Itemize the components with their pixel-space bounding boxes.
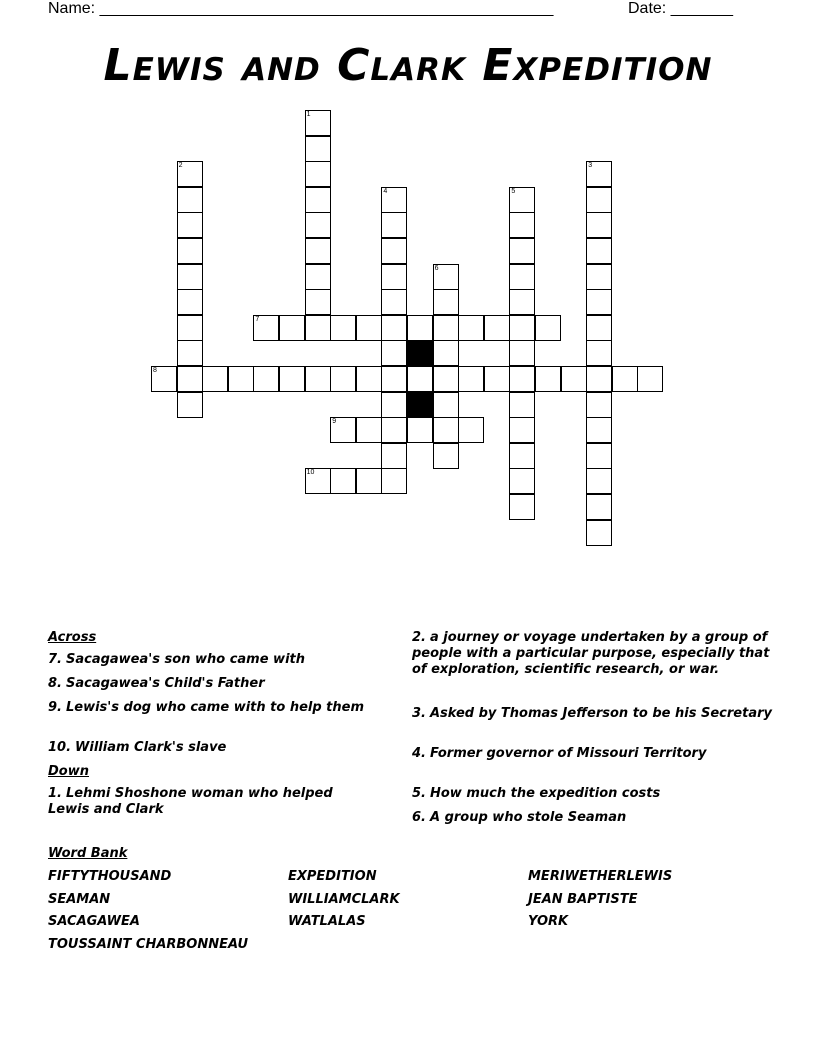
clue-text: Asked by Thomas Jefferson to be his Secretary — [429, 706, 772, 721]
name-field-label: Name: ___________________________________________________ — [48, 0, 554, 17]
crossword-cell[interactable] — [535, 315, 561, 341]
crossword-cell[interactable] — [177, 238, 203, 264]
black-square — [407, 392, 433, 418]
down-clue-5 — [412, 786, 772, 802]
crossword-cell[interactable] — [586, 443, 612, 469]
cell-number: 3 — [588, 162, 593, 170]
crossword-cell[interactable] — [484, 315, 510, 341]
cell-number: 1 — [306, 111, 311, 118]
crossword-cell[interactable] — [305, 161, 331, 187]
crossword-cell[interactable] — [586, 187, 612, 213]
down-clue-4 — [412, 746, 772, 762]
crossword-cell[interactable] — [433, 289, 459, 315]
crossword-cell[interactable] — [305, 264, 331, 290]
crossword-cell[interactable] — [381, 340, 407, 366]
across-clue-8 — [48, 676, 368, 692]
down-clue-6 — [412, 810, 772, 826]
crossword-cell[interactable] — [356, 417, 382, 443]
crossword-cell[interactable] — [509, 238, 535, 264]
crossword-cell[interactable] — [381, 315, 407, 341]
crossword-cell[interactable] — [586, 366, 612, 392]
crossword-cell[interactable] — [279, 315, 305, 341]
crossword-cell[interactable] — [407, 366, 433, 392]
crossword-cell[interactable] — [253, 366, 279, 392]
crossword-cell[interactable] — [177, 212, 203, 238]
crossword-cell[interactable] — [151, 366, 177, 392]
crossword-cell[interactable] — [305, 187, 331, 213]
crossword-cell[interactable] — [637, 366, 663, 392]
crossword-cell[interactable] — [177, 264, 203, 290]
clue-number: 5. — [412, 786, 426, 801]
cell-number: 5 — [511, 187, 516, 195]
cell-number: 9 — [332, 418, 337, 426]
crossword-cell[interactable] — [330, 417, 356, 443]
word-bank-item: SEAMAN — [48, 892, 111, 907]
clue-number: 4. — [412, 746, 426, 761]
across-clue-9 — [48, 700, 368, 716]
crossword-cell[interactable] — [586, 494, 612, 520]
crossword-cell[interactable] — [305, 212, 331, 238]
crossword-cell[interactable] — [509, 366, 535, 392]
crossword-cell[interactable] — [509, 392, 535, 418]
crossword-cell[interactable] — [586, 315, 612, 341]
crossword-cell[interactable] — [177, 340, 203, 366]
crossword-cell[interactable] — [381, 187, 407, 213]
crossword-cell[interactable] — [381, 443, 407, 469]
clue-text: A group who stole Seaman — [429, 810, 627, 825]
crossword-cell[interactable] — [177, 315, 203, 341]
word-bank-item: YORK — [528, 914, 569, 929]
crossword-cell[interactable] — [484, 366, 510, 392]
crossword-cell[interactable] — [458, 417, 484, 443]
clue-number: 7. — [48, 652, 62, 667]
crossword-cell[interactable] — [177, 392, 203, 418]
word-bank-item: WATLALAS — [288, 914, 366, 929]
crossword-cell[interactable] — [330, 366, 356, 392]
clue-number: 6. — [412, 810, 426, 825]
word-bank-item: JEAN BAPTISTE — [528, 892, 638, 907]
clue-text: Former governor of Missouri Territory — [429, 746, 707, 761]
clue-number: 9. — [48, 700, 62, 715]
crossword-cell[interactable] — [433, 366, 459, 392]
clue-text: William Clark's slave — [75, 740, 227, 755]
crossword-cell[interactable] — [407, 315, 433, 341]
crossword-cell[interactable] — [305, 468, 331, 494]
crossword-cell[interactable] — [433, 264, 459, 290]
crossword-cell[interactable] — [305, 110, 331, 136]
clue-number: 10. — [48, 740, 72, 755]
crossword-cell[interactable] — [509, 494, 535, 520]
crossword-cell[interactable] — [202, 366, 228, 392]
crossword-cell[interactable] — [586, 212, 612, 238]
crossword-cell[interactable] — [356, 366, 382, 392]
crossword-cell[interactable] — [305, 289, 331, 315]
crossword-cell[interactable] — [381, 417, 407, 443]
crossword-cell[interactable] — [586, 520, 612, 546]
crossword-cell[interactable] — [305, 238, 331, 264]
word-bank-item: MERIWETHERLEWIS — [528, 869, 673, 884]
crossword-cell[interactable] — [458, 366, 484, 392]
clue-text: Lewis's dog who came with to help them — [65, 700, 365, 715]
crossword-cell[interactable] — [509, 264, 535, 290]
crossword-cell[interactable] — [509, 187, 535, 213]
date-field-label: Date: _______ — [628, 0, 733, 17]
cell-number: 8 — [153, 367, 157, 374]
crossword-cell[interactable] — [381, 212, 407, 238]
crossword-cell[interactable] — [535, 366, 561, 392]
crossword-cell[interactable] — [330, 315, 356, 341]
crossword-cell[interactable] — [586, 264, 612, 290]
cell-number: 10 — [306, 469, 315, 477]
clue-number: 3. — [412, 706, 426, 721]
crossword-cell[interactable] — [509, 417, 535, 443]
across-heading: Across — [48, 630, 97, 645]
crossword-cell[interactable] — [305, 366, 331, 392]
word-bank-item: FIFTYTHOUSAND — [48, 869, 172, 884]
crossword-cell[interactable] — [586, 392, 612, 418]
crossword-cell[interactable] — [177, 161, 203, 187]
crossword-cell[interactable] — [433, 417, 459, 443]
crossword-cell[interactable] — [330, 468, 356, 494]
crossword-cell[interactable] — [509, 443, 535, 469]
crossword-cell[interactable] — [433, 443, 459, 469]
clue-number: 8. — [48, 676, 62, 691]
crossword-cell[interactable] — [509, 340, 535, 366]
down-clue-2 — [412, 630, 772, 678]
crossword-cell[interactable] — [177, 187, 203, 213]
clue-number: 2. — [412, 630, 426, 645]
crossword-cell[interactable] — [356, 468, 382, 494]
crossword-cell[interactable] — [509, 212, 535, 238]
word-bank-heading: Word Bank — [48, 846, 128, 861]
crossword-cell[interactable] — [509, 468, 535, 494]
crossword-cell[interactable] — [586, 340, 612, 366]
crossword-cell[interactable] — [586, 289, 612, 315]
crossword-cell[interactable] — [356, 315, 382, 341]
crossword-cell[interactable] — [458, 315, 484, 341]
crossword-cell[interactable] — [228, 366, 254, 392]
word-bank-item: WILLIAMCLARK — [288, 892, 400, 907]
down-heading: Down — [48, 764, 89, 779]
crossword-cell[interactable] — [586, 161, 612, 187]
clue-number: 1. — [48, 786, 62, 801]
crossword-cell[interactable] — [381, 366, 407, 392]
word-bank-item: TOUSSAINT CHARBONNEAU — [48, 937, 249, 952]
crossword-cell[interactable] — [612, 366, 638, 392]
page-title: Lewis and Clark Expedition — [103, 40, 713, 91]
clue-text: Lehmi Shoshone woman who helped Lewis and Clark — [48, 786, 333, 817]
crossword-cell[interactable] — [509, 315, 535, 341]
crossword-cell[interactable] — [561, 366, 587, 392]
across-clue-10 — [48, 740, 368, 756]
crossword-cell[interactable] — [177, 289, 203, 315]
clue-text: a journey or voyage undertaken by a group of people with a particular purpose, especially that of exploration, scientific research, or war. — [412, 630, 770, 677]
cell-number: 4 — [383, 187, 388, 195]
black-square — [407, 340, 433, 366]
crossword-cell[interactable] — [586, 238, 612, 264]
crossword-cell[interactable] — [509, 289, 535, 315]
cell-number: 2 — [178, 162, 183, 170]
crossword-cell[interactable] — [407, 417, 433, 443]
crossword-cell[interactable] — [433, 315, 459, 341]
crossword-cell[interactable] — [381, 238, 407, 264]
crossword-cell[interactable] — [586, 468, 612, 494]
crossword-cell[interactable] — [586, 417, 612, 443]
crossword-cell[interactable] — [253, 315, 279, 341]
crossword-cell[interactable] — [433, 392, 459, 418]
down-clue-1 — [48, 786, 368, 818]
across-clue-7 — [48, 652, 368, 668]
clue-text: Sacagawea's son who came with — [65, 652, 305, 667]
crossword-cell[interactable] — [177, 366, 203, 392]
cell-number: 7 — [255, 315, 260, 323]
crossword-cell[interactable] — [305, 315, 331, 341]
crossword-cell[interactable] — [381, 392, 407, 418]
clue-text: Sacagawea's Child's Father — [65, 676, 265, 691]
word-bank-item: SACAGAWEA — [48, 914, 140, 929]
crossword-cell[interactable] — [381, 264, 407, 290]
crossword-cell[interactable] — [381, 289, 407, 315]
down-clue-3 — [412, 706, 772, 722]
crossword-cell[interactable] — [305, 136, 331, 162]
crossword-cell[interactable] — [279, 366, 305, 392]
crossword-cell[interactable] — [381, 468, 407, 494]
clue-text: How much the expedition costs — [429, 786, 661, 801]
word-bank-item: EXPEDITION — [288, 869, 377, 884]
cell-number: 6 — [434, 264, 439, 272]
crossword-cell[interactable] — [433, 340, 459, 366]
